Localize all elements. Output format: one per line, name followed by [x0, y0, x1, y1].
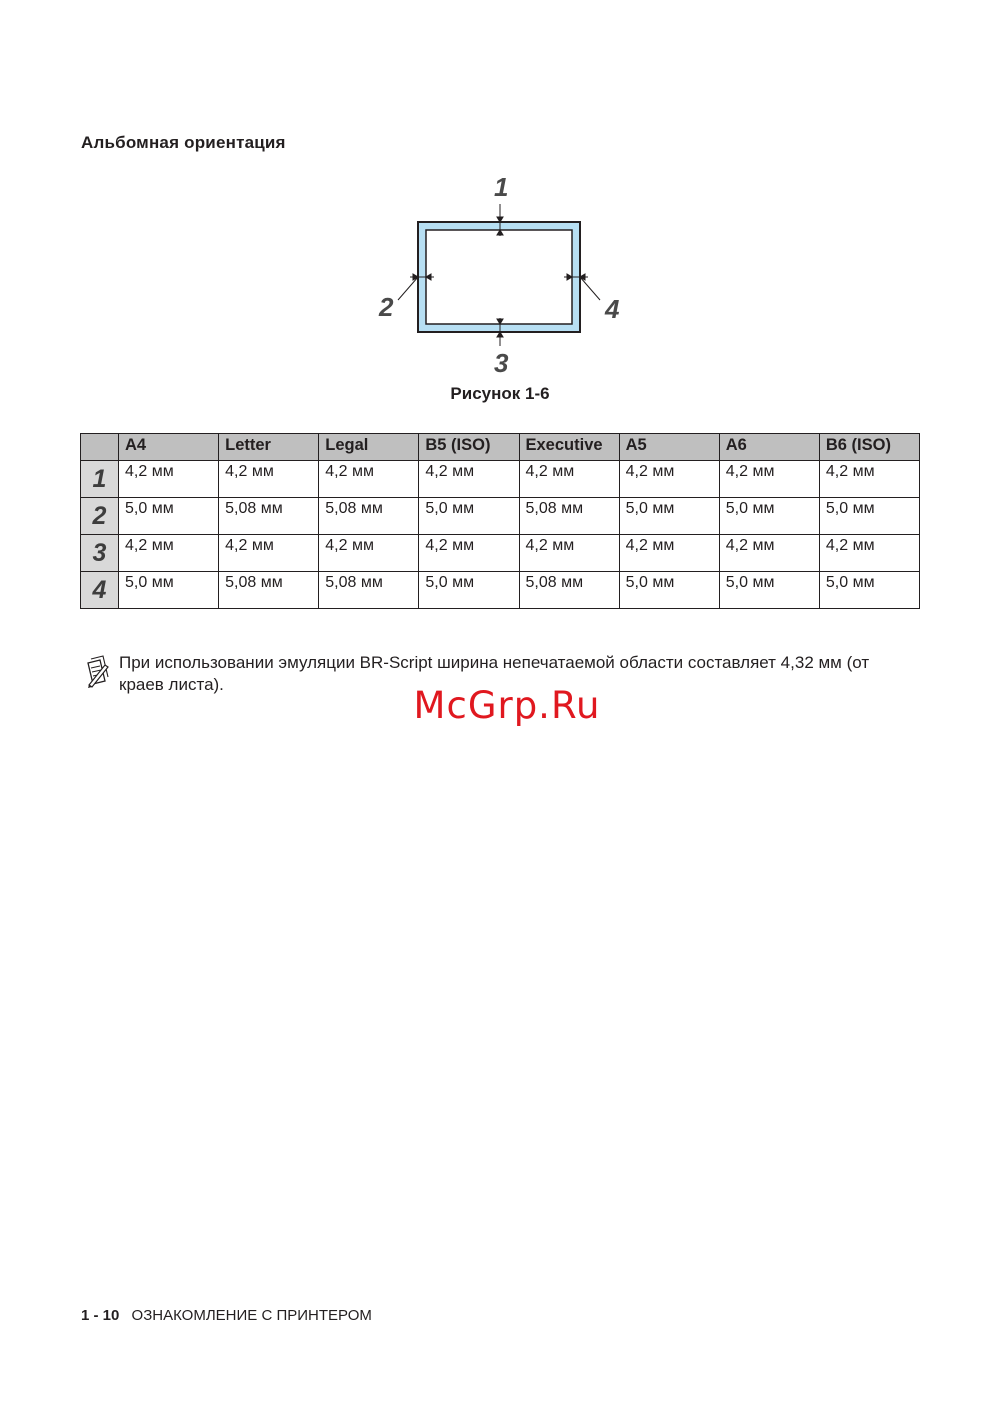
- table-row: [81, 535, 920, 572]
- table-cell: 5,0 мм: [419, 572, 519, 609]
- printable-area: [426, 230, 572, 324]
- row-number: 2: [81, 498, 119, 535]
- margins-figure: [360, 170, 640, 385]
- table-cell: 5,0 мм: [619, 498, 719, 535]
- figure-label-2: 2: [379, 292, 394, 322]
- table-cell: 4,2 мм: [319, 535, 419, 572]
- column-header: Letter: [219, 434, 319, 461]
- page-footer: [81, 1307, 372, 1324]
- row-number: 4: [81, 572, 119, 609]
- column-header: A5: [619, 434, 719, 461]
- table-cell: 5,08 мм: [219, 572, 319, 609]
- column-header: Legal: [319, 434, 419, 461]
- table-cell: 4,2 мм: [719, 535, 819, 572]
- table-cell: 4,2 мм: [419, 461, 519, 498]
- figure-caption: Рисунок 1-6: [450, 384, 550, 403]
- note-text: При использовании эмуляции BR-Script ширина непечатаемой области составляет 4,32 мм (от краев листа).: [119, 653, 870, 694]
- table-cell: 5,0 мм: [819, 498, 919, 535]
- table-cell: 4,2 мм: [619, 535, 719, 572]
- table-cell: 4,2 мм: [319, 461, 419, 498]
- table-cell: 5,0 мм: [119, 498, 219, 535]
- table-cell: 5,08 мм: [519, 572, 619, 609]
- table-cell: 4,2 мм: [419, 535, 519, 572]
- column-header: B6 (ISO): [819, 434, 919, 461]
- table-header-row: [81, 434, 920, 461]
- table-cell: 4,2 мм: [119, 461, 219, 498]
- column-header: A4: [119, 434, 219, 461]
- section-title: ОЗНАКОМЛЕНИЕ С ПРИНТЕРОМ: [131, 1307, 372, 1324]
- table-cell: 4,2 мм: [719, 461, 819, 498]
- column-header: A6: [719, 434, 819, 461]
- margins-table: [80, 433, 920, 609]
- table-cell: 5,0 мм: [419, 498, 519, 535]
- table-row: [81, 461, 920, 498]
- table-cell: 5,0 мм: [819, 572, 919, 609]
- table-cell: 5,0 мм: [719, 572, 819, 609]
- table-cell: 5,08 мм: [519, 498, 619, 535]
- column-header: [81, 434, 119, 461]
- column-header: B5 (ISO): [419, 434, 519, 461]
- figure-label-4: 4: [605, 294, 620, 324]
- row-number: 3: [81, 535, 119, 572]
- table-row: [81, 498, 920, 535]
- table-cell: 4,2 мм: [219, 461, 319, 498]
- table-cell: 4,2 мм: [119, 535, 219, 572]
- watermark: McGrp.Ru: [413, 684, 601, 727]
- table-cell: 5,0 мм: [619, 572, 719, 609]
- table-cell: 4,2 мм: [819, 535, 919, 572]
- table-cell: 5,08 мм: [319, 498, 419, 535]
- table-cell: 5,08 мм: [319, 572, 419, 609]
- table-cell: 4,2 мм: [819, 461, 919, 498]
- row-number: 1: [81, 461, 119, 498]
- note-pencil-icon: [85, 654, 111, 688]
- table-cell: 4,2 мм: [519, 535, 619, 572]
- table-row: [81, 572, 920, 609]
- table-cell: 5,08 мм: [219, 498, 319, 535]
- paper-margins-diagram: [360, 170, 640, 385]
- table-cell: 4,2 мм: [519, 461, 619, 498]
- table-cell: 5,0 мм: [119, 572, 219, 609]
- figure-label-3: 3: [494, 348, 509, 378]
- figure-label-1: 1: [494, 172, 509, 202]
- table-cell: 4,2 мм: [219, 535, 319, 572]
- table-cell: 5,0 мм: [719, 498, 819, 535]
- page-number: 1 - 10: [81, 1307, 120, 1324]
- table-cell: 4,2 мм: [619, 461, 719, 498]
- column-header: Executive: [519, 434, 619, 461]
- section-heading: Альбомная ориентация: [81, 133, 286, 152]
